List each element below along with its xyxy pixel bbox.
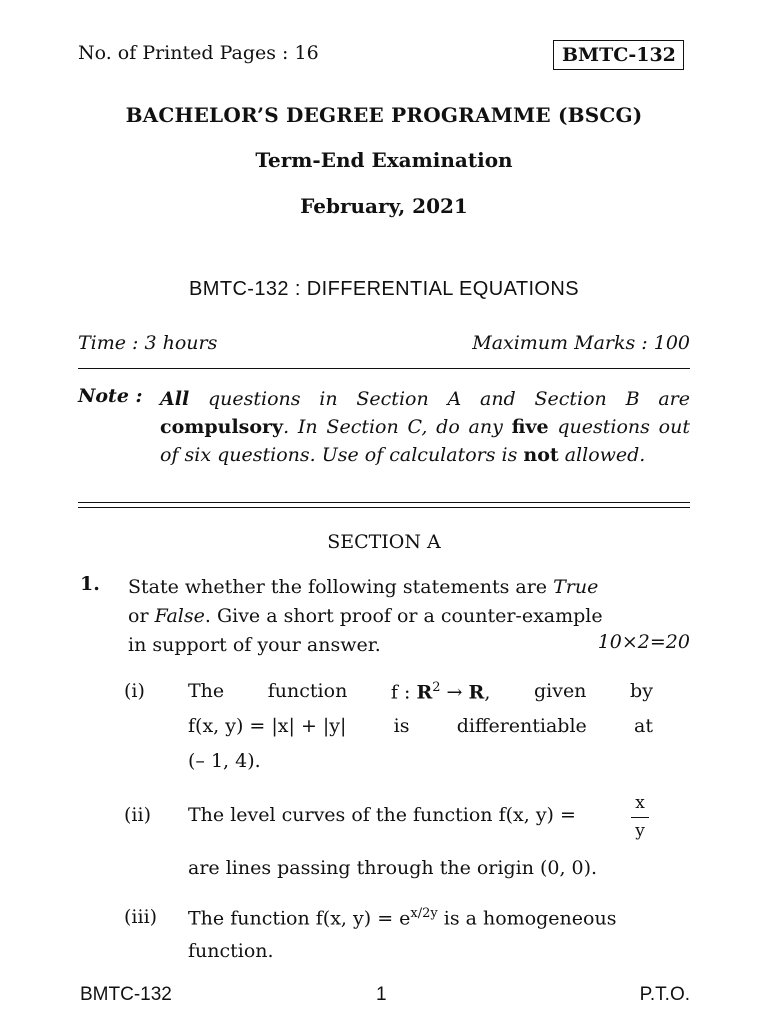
true-word: True [553,576,599,598]
note-emphasis-all: All [160,388,190,410]
divider [78,368,690,369]
item-text-part: by [630,680,653,702]
note-part: questions in Section A and Section B are [189,388,690,410]
note-emphasis-compulsory: compulsory [160,416,284,438]
page-number: 1 [376,984,387,1005]
item-ii-line-2: are lines passing through the origin (0, 0). [188,857,598,879]
question-text-part: State whether the following statements are [128,576,554,598]
double-divider-bottom [78,507,690,508]
note-emphasis-five: five [511,416,549,438]
item-text-part: at [634,715,653,737]
item-text-part: , [484,681,491,704]
item-text-part: f : [390,681,417,704]
pto-mark: P.T.O. [639,984,690,1005]
item-iii-line-2: function. [188,940,274,962]
item-label: (ii) [124,804,151,826]
real-set-symbol: R [416,681,433,704]
max-marks: Maximum Marks : 100 [472,332,690,354]
section-heading: SECTION A [327,531,441,553]
question-text-part: or [128,605,155,627]
item-label: (i) [124,680,145,702]
item-text-part: given [533,680,587,702]
exam-date: February, 2021 [300,194,468,218]
exam-time: Time : 3 hours [78,332,218,354]
item-text-part: f(x, y) = |x| + |y| [188,715,347,737]
item-i-line-2 [188,715,653,737]
item-text-part: function [267,680,348,702]
paper-code-box: BMTC-132 [553,40,684,70]
real-set-symbol: R [468,681,485,704]
question-text-part: . Give a short proof or a counter-example [204,605,603,627]
superscript: 2 [432,680,441,695]
fraction-numerator: x [635,793,645,813]
note-part: questions out of six questions. Use of calculators is [160,416,690,466]
note-part: . In Section C, do any [283,416,512,438]
item-i-line-1 [188,680,653,703]
exam-title: Term-End Examination [255,148,513,172]
item-ii-line-1: The level curves of the function f(x, y) = [188,804,576,826]
question-number: 1. [80,573,100,595]
exponent: x/2y [410,906,438,921]
note-text [160,385,690,469]
fraction-bar [631,817,649,818]
arrow-symbol: → [440,681,469,704]
question-line [128,573,690,602]
note-part: allowed. [558,444,646,466]
question-line: in support of your answer. [128,634,381,656]
note-emphasis-not: not [523,444,559,466]
footer-code: BMTC-132 [80,984,172,1005]
note-label: Note : [78,385,143,407]
item-text-part: is a homogeneous [437,907,617,930]
printed-pages-count: No. of Printed Pages : 16 [78,42,319,64]
item-text-part: The [188,680,225,702]
item-text-part: The function f(x, y) = e [188,907,411,930]
question-marks: 10×2=20 [597,631,690,653]
double-divider-top [78,502,690,503]
item-text-part: is [393,715,410,737]
item-iii-line-1 [188,906,616,929]
function-mapping [391,680,490,703]
item-text-part: differentiable [456,715,587,737]
programme-title: BACHELOR’S DEGREE PROGRAMME (BSCG) [125,103,643,127]
false-word: False [154,605,205,627]
question-line [128,602,690,631]
fraction-denominator: y [635,821,645,841]
item-label: (iii) [124,906,158,928]
course-title: BMTC-132 : DIFFERENTIAL EQUATIONS [189,278,579,300]
item-i-line-3: (– 1, 4). [188,750,261,772]
